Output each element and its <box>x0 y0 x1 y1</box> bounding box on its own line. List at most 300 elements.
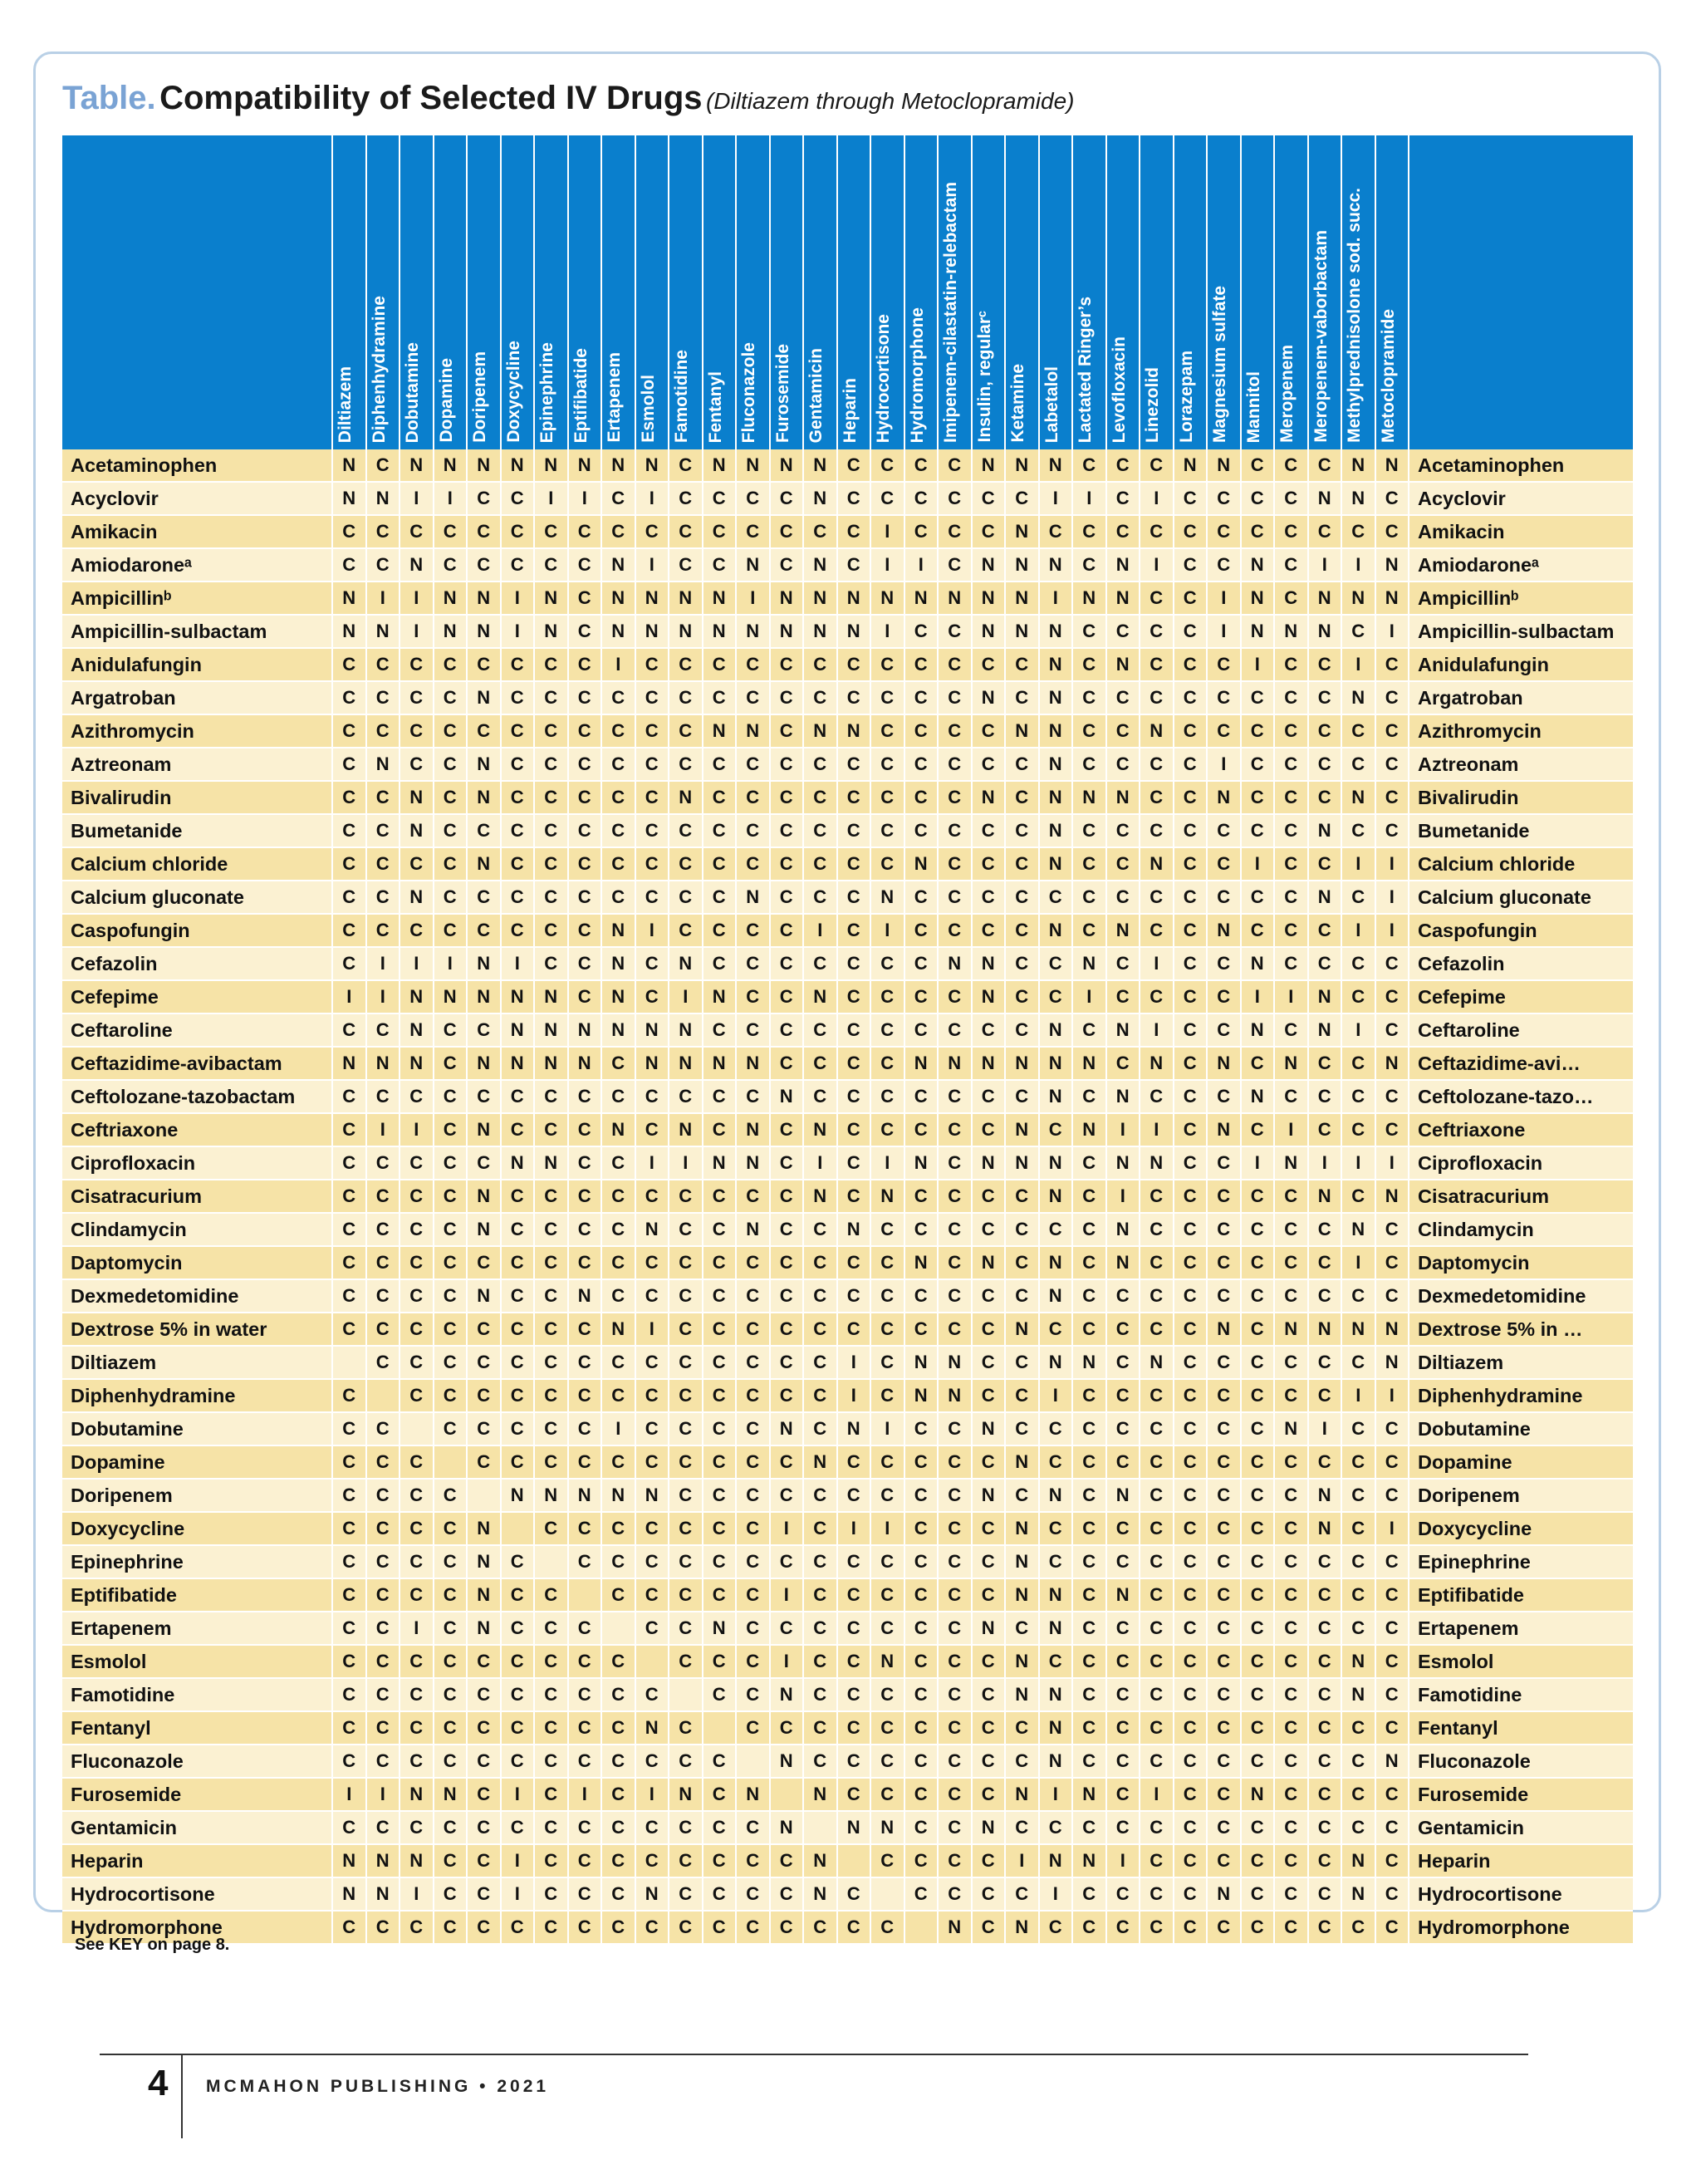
compatibility-cell: C <box>938 1146 972 1180</box>
row-label-right: Calcium gluconate <box>1409 881 1633 914</box>
compatibility-cell: C <box>770 1180 804 1213</box>
compatibility-cell: N <box>1106 1080 1140 1113</box>
compatibility-cell: C <box>332 1412 366 1445</box>
row-label-right: Dopamine <box>1409 1445 1633 1479</box>
compatibility-cell: C <box>434 1711 468 1745</box>
table-row <box>62 1612 1633 1645</box>
compatibility-cell: C <box>1308 1745 1342 1778</box>
compatibility-cell: C <box>1140 1180 1174 1213</box>
table-row <box>62 1578 1633 1612</box>
compatibility-cell: C <box>938 1180 972 1213</box>
compatibility-cell: C <box>1274 1877 1308 1911</box>
compatibility-cell: C <box>703 1313 737 1346</box>
row-label: Ertapenem <box>62 1612 332 1645</box>
compatibility-cell: C <box>669 748 703 781</box>
compatibility-cell: C <box>635 648 669 681</box>
column-header-label: Insulin, regularᶜ <box>974 311 994 443</box>
compatibility-cell: C <box>1106 881 1140 914</box>
compatibility-cell: C <box>400 1279 434 1313</box>
compatibility-cell: C <box>1241 482 1275 515</box>
compatibility-cell: C <box>972 1745 1006 1778</box>
compatibility-cell: C <box>770 714 804 748</box>
column-header-label: Fentanyl <box>705 371 725 443</box>
compatibility-cell: C <box>972 914 1006 947</box>
compatibility-cell: C <box>1241 1711 1275 1745</box>
compatibility-cell: C <box>972 1545 1006 1578</box>
compatibility-cell: N <box>1072 781 1106 814</box>
row-label-right: Fentanyl <box>1409 1711 1633 1745</box>
compatibility-cell: C <box>434 1911 468 1944</box>
compatibility-cell: N <box>837 714 871 748</box>
column-header-label: Fluconazole <box>739 341 759 443</box>
table-row <box>62 1844 1633 1877</box>
compatibility-cell: C <box>467 1745 501 1778</box>
compatibility-cell: N <box>635 1047 669 1080</box>
row-label: Diphenhydramine <box>62 1379 332 1412</box>
compatibility-cell: C <box>972 515 1006 548</box>
compatibility-cell: C <box>1174 881 1208 914</box>
compatibility-cell: C <box>601 482 635 515</box>
compatibility-cell: I <box>400 1113 434 1146</box>
compatibility-cell: I <box>1341 648 1375 681</box>
compatibility-cell: C <box>770 1313 804 1346</box>
compatibility-cell: C <box>703 881 737 914</box>
compatibility-cell: C <box>1140 914 1174 947</box>
compatibility-cell: C <box>904 1213 939 1246</box>
compatibility-cell: C <box>1106 1512 1140 1545</box>
compatibility-cell: N <box>1039 1711 1073 1745</box>
compatibility-cell: C <box>1072 714 1106 748</box>
row-label: Heparin <box>62 1844 332 1877</box>
compatibility-cell: N <box>770 1678 804 1711</box>
compatibility-cell: N <box>568 1479 602 1512</box>
compatibility-cell: C <box>1072 1080 1106 1113</box>
compatibility-cell: C <box>669 548 703 582</box>
compatibility-cell: C <box>467 1146 501 1180</box>
compatibility-cell: C <box>501 1645 535 1678</box>
compatibility-cell: C <box>1039 1213 1073 1246</box>
compatibility-cell: C <box>736 847 770 881</box>
compatibility-cell: C <box>1106 1445 1140 1479</box>
compatibility-cell: N <box>870 1811 904 1844</box>
row-label-right: Daptomycin <box>1409 1246 1633 1279</box>
compatibility-cell: C <box>736 914 770 947</box>
compatibility-cell: I <box>501 615 535 648</box>
compatibility-cell: C <box>904 648 939 681</box>
column-header-label: Metoclopramide <box>1378 308 1398 443</box>
compatibility-cell: N <box>1039 748 1073 781</box>
compatibility-cell: C <box>467 1911 501 1944</box>
compatibility-cell: I <box>366 980 400 1013</box>
compatibility-cell: C <box>534 814 568 847</box>
compatibility-cell: C <box>434 1313 468 1346</box>
compatibility-cell: C <box>534 1180 568 1213</box>
compatibility-cell: C <box>467 1412 501 1445</box>
compatibility-cell: C <box>1005 681 1039 714</box>
compatibility-cell: I <box>1241 980 1275 1013</box>
compatibility-cell: C <box>938 1778 972 1811</box>
compatibility-cell: I <box>1106 1180 1140 1213</box>
compatibility-cell: N <box>703 582 737 615</box>
compatibility-cell: C <box>635 947 669 980</box>
compatibility-cell: I <box>1039 582 1073 615</box>
compatibility-cell: C <box>568 1877 602 1911</box>
compatibility-cell: C <box>703 1279 737 1313</box>
compatibility-cell: C <box>870 449 904 482</box>
compatibility-cell: C <box>568 714 602 748</box>
compatibility-cell: C <box>1140 1246 1174 1279</box>
compatibility-cell: I <box>366 1113 400 1146</box>
compatibility-cell: C <box>1174 947 1208 980</box>
column-header <box>1308 135 1342 449</box>
compatibility-cell: C <box>1106 1412 1140 1445</box>
compatibility-cell: C <box>332 515 366 548</box>
compatibility-cell: C <box>803 1080 837 1113</box>
table-row <box>62 1479 1633 1512</box>
compatibility-cell: I <box>332 1778 366 1811</box>
compatibility-cell <box>635 1645 669 1678</box>
compatibility-cell: C <box>837 748 871 781</box>
compatibility-cell: N <box>837 1811 871 1844</box>
compatibility-cell: N <box>972 615 1006 648</box>
compatibility-cell: C <box>1274 1512 1308 1545</box>
compatibility-cell: C <box>1375 482 1409 515</box>
compatibility-cell: C <box>1375 1578 1409 1612</box>
compatibility-cell: C <box>1106 1545 1140 1578</box>
compatibility-cell: N <box>1241 582 1275 615</box>
compatibility-cell: C <box>938 847 972 881</box>
compatibility-cell: C <box>635 1578 669 1612</box>
compatibility-cell: C <box>366 1213 400 1246</box>
row-label: Famotidine <box>62 1678 332 1711</box>
compatibility-cell: N <box>635 582 669 615</box>
compatibility-cell: C <box>1072 1877 1106 1911</box>
compatibility-cell: C <box>467 1346 501 1379</box>
compatibility-cell: N <box>1341 1678 1375 1711</box>
compatibility-cell: C <box>1106 1279 1140 1313</box>
compatibility-cell: C <box>400 515 434 548</box>
compatibility-cell: N <box>601 1013 635 1047</box>
compatibility-cell: N <box>400 1778 434 1811</box>
compatibility-cell: C <box>366 914 400 947</box>
compatibility-cell: C <box>434 1180 468 1213</box>
compatibility-cell: I <box>736 582 770 615</box>
compatibility-cell: N <box>1072 1778 1106 1811</box>
compatibility-cell: C <box>1241 1213 1275 1246</box>
column-header <box>1375 135 1409 449</box>
compatibility-cell: C <box>870 648 904 681</box>
compatibility-cell: C <box>803 847 837 881</box>
compatibility-cell: C <box>1241 1047 1275 1080</box>
compatibility-cell: N <box>601 449 635 482</box>
compatibility-cell: N <box>1140 1346 1174 1379</box>
compatibility-cell: N <box>1005 1778 1039 1811</box>
compatibility-cell: C <box>803 1678 837 1711</box>
compatibility-cell: C <box>501 1080 535 1113</box>
compatibility-cell: C <box>1274 548 1308 582</box>
column-header <box>703 135 737 449</box>
compatibility-cell: C <box>1005 748 1039 781</box>
compatibility-cell: C <box>332 1811 366 1844</box>
compatibility-cell: C <box>534 1213 568 1246</box>
compatibility-cell: N <box>366 615 400 648</box>
compatibility-cell: C <box>736 1080 770 1113</box>
compatibility-cell: C <box>703 1778 737 1811</box>
table-row <box>62 1180 1633 1213</box>
compatibility-cell: C <box>434 881 468 914</box>
compatibility-cell: C <box>601 1379 635 1412</box>
compatibility-cell: C <box>366 714 400 748</box>
compatibility-cell: N <box>1341 582 1375 615</box>
compatibility-cell: C <box>501 1346 535 1379</box>
compatibility-cell: N <box>635 1013 669 1047</box>
compatibility-cell: I <box>601 648 635 681</box>
compatibility-cell: C <box>703 814 737 847</box>
compatibility-cell: C <box>1174 814 1208 847</box>
compatibility-cell: C <box>601 1911 635 1944</box>
compatibility-cell: I <box>1341 1146 1375 1180</box>
compatibility-cell: C <box>534 515 568 548</box>
compatibility-cell: C <box>972 847 1006 881</box>
compatibility-cell: I <box>904 548 939 582</box>
column-header <box>669 135 703 449</box>
compatibility-cell: N <box>1308 582 1342 615</box>
compatibility-cell: C <box>669 1612 703 1645</box>
compatibility-cell: C <box>1241 681 1275 714</box>
compatibility-cell: C <box>366 1645 400 1678</box>
compatibility-cell: N <box>1341 1844 1375 1877</box>
row-label: Daptomycin <box>62 1246 332 1279</box>
compatibility-cell: N <box>467 1612 501 1645</box>
compatibility-cell: C <box>1274 1778 1308 1811</box>
compatibility-cell: C <box>400 1645 434 1678</box>
compatibility-cell: C <box>601 1811 635 1844</box>
compatibility-cell: C <box>1308 1279 1342 1313</box>
compatibility-cell: C <box>1207 1146 1241 1180</box>
compatibility-cell: C <box>400 1578 434 1612</box>
row-label: Cefepime <box>62 980 332 1013</box>
compatibility-cell: C <box>972 1911 1006 1944</box>
compatibility-cell: I <box>837 1346 871 1379</box>
compatibility-cell: I <box>1072 980 1106 1013</box>
compatibility-cell: C <box>770 648 804 681</box>
row-label: Hydrocortisone <box>62 1877 332 1911</box>
compatibility-cell: N <box>904 1146 939 1180</box>
compatibility-cell: C <box>1039 947 1073 980</box>
compatibility-cell: N <box>1039 847 1073 881</box>
compatibility-cell: N <box>1241 947 1275 980</box>
compatibility-cell: C <box>568 980 602 1013</box>
compatibility-cell: C <box>635 847 669 881</box>
compatibility-cell: C <box>770 1479 804 1512</box>
column-header-label: Magnesium sulfate <box>1210 285 1230 443</box>
compatibility-cell: C <box>400 648 434 681</box>
compatibility-cell: C <box>837 1047 871 1080</box>
compatibility-cell: C <box>669 1479 703 1512</box>
compatibility-cell: N <box>1308 980 1342 1013</box>
column-header-label: Famotidine <box>672 349 692 443</box>
page-number: 4 <box>148 2063 169 2103</box>
compatibility-cell: N <box>972 1412 1006 1445</box>
compatibility-cell: C <box>635 1545 669 1578</box>
compatibility-cell <box>467 1479 501 1512</box>
compatibility-cell: N <box>837 1213 871 1246</box>
compatibility-cell: C <box>669 847 703 881</box>
compatibility-cell: C <box>1241 1745 1275 1778</box>
column-header-label: Lorazepam <box>1176 351 1196 443</box>
compatibility-cell <box>568 1578 602 1612</box>
compatibility-cell: C <box>870 1612 904 1645</box>
compatibility-cell: C <box>568 1844 602 1877</box>
compatibility-cell: C <box>1241 814 1275 847</box>
row-label: Clindamycin <box>62 1213 332 1246</box>
compatibility-cell: C <box>1106 1047 1140 1080</box>
compatibility-cell: C <box>568 914 602 947</box>
compatibility-cell: N <box>467 615 501 648</box>
compatibility-cell: C <box>568 847 602 881</box>
column-header-label: Furosemide <box>772 343 792 443</box>
compatibility-cell: C <box>1174 748 1208 781</box>
table-row <box>62 1279 1633 1313</box>
compatibility-cell: I <box>400 1877 434 1911</box>
column-header-label: Diltiazem <box>336 366 355 443</box>
compatibility-cell: C <box>467 1246 501 1279</box>
compatibility-cell: N <box>1039 1844 1073 1877</box>
compatibility-cell: C <box>1174 1047 1208 1080</box>
compatibility-cell: C <box>938 1512 972 1545</box>
compatibility-cell: C <box>904 1877 939 1911</box>
compatibility-cell: C <box>1072 681 1106 714</box>
compatibility-cell: C <box>972 1844 1006 1877</box>
row-label-right: Acetaminophen <box>1409 449 1633 482</box>
compatibility-cell: C <box>1072 548 1106 582</box>
compatibility-cell: C <box>534 1778 568 1811</box>
table-row <box>62 714 1633 748</box>
column-header <box>1341 135 1375 449</box>
compatibility-cell: I <box>803 1146 837 1180</box>
compatibility-cell: N <box>669 1013 703 1047</box>
compatibility-cell: C <box>669 1745 703 1778</box>
compatibility-cell: C <box>938 781 972 814</box>
compatibility-cell: C <box>938 482 972 515</box>
compatibility-cell: N <box>1207 1313 1241 1346</box>
compatibility-cell: C <box>1308 748 1342 781</box>
compatibility-cell: C <box>1308 847 1342 881</box>
compatibility-cell: C <box>332 1013 366 1047</box>
compatibility-cell: C <box>635 1412 669 1445</box>
compatibility-cell: N <box>1106 781 1140 814</box>
compatibility-cell: C <box>1140 1279 1174 1313</box>
compatibility-cell: C <box>467 1313 501 1346</box>
compatibility-cell: N <box>467 1512 501 1545</box>
compatibility-cell: C <box>1274 1645 1308 1678</box>
compatibility-cell: C <box>1375 947 1409 980</box>
compatibility-cell: C <box>366 1479 400 1512</box>
compatibility-cell: C <box>601 1545 635 1578</box>
compatibility-cell: N <box>1005 714 1039 748</box>
compatibility-cell: N <box>736 1113 770 1146</box>
compatibility-cell <box>837 1844 871 1877</box>
compatibility-cell: C <box>1072 1745 1106 1778</box>
compatibility-cell: C <box>434 1246 468 1279</box>
table-row <box>62 648 1633 681</box>
compatibility-cell: N <box>332 1047 366 1080</box>
compatibility-cell: N <box>1140 847 1174 881</box>
compatibility-cell: C <box>736 1844 770 1877</box>
compatibility-cell: C <box>1072 1445 1106 1479</box>
compatibility-cell: C <box>803 1213 837 1246</box>
compatibility-cell: C <box>736 1412 770 1445</box>
compatibility-cell: C <box>601 814 635 847</box>
compatibility-cell: C <box>635 881 669 914</box>
compatibility-cell: C <box>332 1180 366 1213</box>
compatibility-cell: C <box>736 947 770 980</box>
compatibility-cell: C <box>366 449 400 482</box>
compatibility-cell: C <box>904 1512 939 1545</box>
compatibility-cell: C <box>904 1645 939 1678</box>
compatibility-cell: C <box>1207 1180 1241 1213</box>
compatibility-cell: N <box>1005 548 1039 582</box>
compatibility-cell: C <box>972 1279 1006 1313</box>
compatibility-cell: C <box>1174 1279 1208 1313</box>
compatibility-cell: N <box>1375 1313 1409 1346</box>
compatibility-cell: C <box>568 1811 602 1844</box>
compatibility-cell: N <box>501 1146 535 1180</box>
table-row <box>62 881 1633 914</box>
compatibility-cell: C <box>972 714 1006 748</box>
compatibility-cell: C <box>703 914 737 947</box>
compatibility-cell: C <box>635 1379 669 1412</box>
compatibility-cell: N <box>938 1047 972 1080</box>
compatibility-cell: N <box>434 1778 468 1811</box>
compatibility-cell: C <box>332 1578 366 1612</box>
column-header <box>770 135 804 449</box>
compatibility-cell: C <box>601 1745 635 1778</box>
compatibility-cell: C <box>870 482 904 515</box>
compatibility-cell: C <box>669 814 703 847</box>
compatibility-cell: C <box>1308 781 1342 814</box>
compatibility-cell: C <box>972 1711 1006 1745</box>
compatibility-cell: C <box>568 781 602 814</box>
compatibility-table <box>62 135 1633 1945</box>
compatibility-cell: N <box>1106 1013 1140 1047</box>
compatibility-cell: N <box>1039 1080 1073 1113</box>
column-header <box>1005 135 1039 449</box>
compatibility-cell: C <box>669 449 703 482</box>
compatibility-cell: C <box>568 1113 602 1146</box>
compatibility-cell: N <box>803 615 837 648</box>
compatibility-cell: C <box>837 1313 871 1346</box>
column-header-label: Hydromorphone <box>907 307 927 443</box>
compatibility-cell: C <box>870 1778 904 1811</box>
compatibility-cell: C <box>434 1877 468 1911</box>
compatibility-cell: C <box>904 1811 939 1844</box>
compatibility-cell: N <box>1005 1678 1039 1711</box>
column-header <box>1039 135 1073 449</box>
compatibility-cell: C <box>736 1479 770 1512</box>
compatibility-cell: C <box>400 681 434 714</box>
row-label-right: Doxycycline <box>1409 1512 1633 1545</box>
compatibility-cell: C <box>703 1545 737 1578</box>
compatibility-cell: C <box>938 648 972 681</box>
compatibility-cell: C <box>601 1778 635 1811</box>
compatibility-cell: C <box>972 648 1006 681</box>
compatibility-cell: N <box>467 1213 501 1246</box>
compatibility-cell: C <box>736 1279 770 1313</box>
compatibility-cell: C <box>1308 1778 1342 1811</box>
compatibility-cell: N <box>1207 1877 1241 1911</box>
compatibility-cell: C <box>1241 1911 1275 1944</box>
